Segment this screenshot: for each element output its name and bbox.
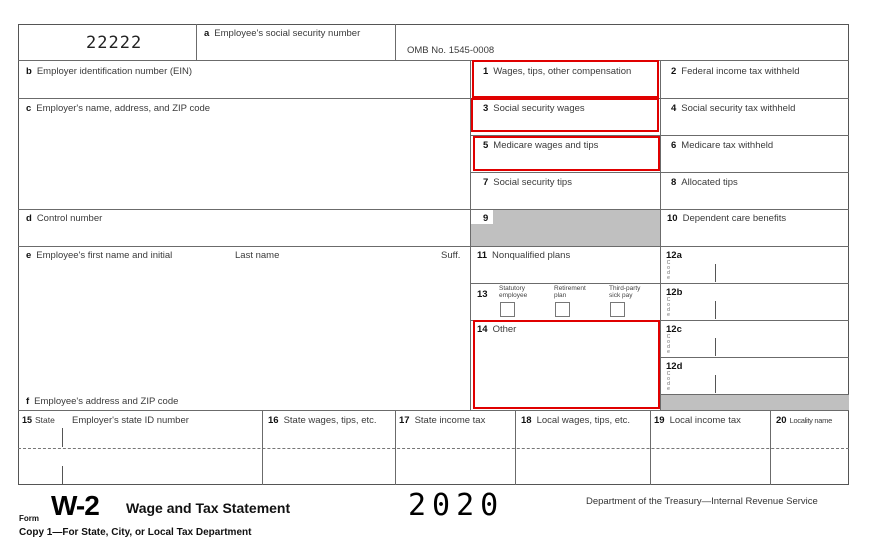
state-wages-2-input[interactable] [264, 452, 393, 482]
box-c-label: c Employer's name, address, and ZIP code [26, 103, 211, 114]
box-12c-code-input[interactable] [673, 338, 713, 355]
box-1-input[interactable] [476, 79, 654, 95]
box-9-label: 9 [483, 213, 489, 224]
divider [660, 60, 661, 410]
box-12c-code-divider [715, 338, 716, 356]
divider [395, 410, 396, 485]
suffix-label: Suff. [441, 250, 461, 261]
local-wages-1-input[interactable] [517, 429, 648, 446]
box-12a-code-input[interactable] [673, 264, 713, 281]
employee-suffix-input[interactable] [436, 264, 468, 281]
box-e-label: e Employee's first name and initial [26, 250, 173, 261]
box-12a-label: 12a [666, 250, 682, 261]
divider [770, 410, 771, 485]
box-2-input[interactable] [666, 79, 844, 95]
tax-year: 2020 [408, 488, 505, 523]
box-5-input[interactable] [476, 152, 654, 168]
divider [18, 410, 849, 411]
divider [18, 246, 849, 247]
box-12a-amount-input[interactable] [718, 264, 844, 281]
form-title: Wage and Tax Statement [126, 500, 291, 516]
box-12d-code-label: C o d e [666, 371, 671, 392]
box-15-label: 15 State [22, 415, 55, 425]
form-word: Form [19, 514, 39, 523]
divider [18, 98, 849, 99]
employer-input[interactable] [24, 116, 464, 206]
box-a-label: a Employee's social security number [204, 28, 361, 39]
box-d-label: d Control number [26, 213, 103, 224]
state-split-tick [62, 428, 63, 447]
box-12d-code-input[interactable] [673, 375, 713, 392]
box-14-input[interactable] [476, 337, 654, 405]
state-tax-2-input[interactable] [397, 452, 513, 482]
retirement-plan-label: Retirement plan [554, 285, 586, 299]
box-11-input[interactable] [476, 263, 654, 280]
state-id-1-input[interactable] [65, 429, 260, 446]
box-12d-amount-input[interactable] [718, 375, 844, 392]
box-19-label: 19 Local income tax [654, 415, 741, 426]
form-copy: Copy 1—For State, City, or Local Tax Department [19, 527, 252, 538]
form-name: W-2 [51, 490, 99, 521]
agency-name: Department of the Treasury—Internal Revenue Service [586, 496, 818, 507]
state-split-tick [62, 466, 63, 484]
box-1-label: 1 Wages, tips, other compensation [483, 66, 632, 77]
local-wages-2-input[interactable] [517, 452, 648, 482]
divider [18, 60, 849, 61]
ssn-input[interactable] [200, 42, 390, 58]
box-12b-code-label: C o d e [666, 297, 671, 318]
control-number-input[interactable] [24, 226, 464, 243]
box-10-input[interactable] [666, 226, 844, 243]
box-2-label: 2 Federal income tax withheld [671, 66, 800, 77]
box-12d-label: 12d [666, 361, 683, 372]
box-8-input[interactable] [666, 190, 844, 206]
divider [650, 410, 651, 485]
box-12c-code-label: C o d e [666, 334, 671, 355]
box-12b-amount-input[interactable] [718, 301, 844, 318]
box-12b-code-divider [715, 301, 716, 319]
box-12c-label: 12c [666, 324, 682, 335]
box-14-label: 14 Other [477, 324, 517, 335]
employee-address-input[interactable] [24, 284, 464, 392]
state-id-2-input[interactable] [65, 452, 260, 482]
retirement-plan-checkbox[interactable] [555, 302, 570, 317]
box-12d-code-divider [715, 375, 716, 393]
locality-1-input[interactable] [772, 429, 847, 446]
third-party-sick-pay-label: Third-party sick pay [609, 285, 641, 299]
box-12a-code-divider [715, 264, 716, 282]
box-12c-amount-input[interactable] [718, 338, 844, 355]
state-2-input[interactable] [20, 452, 60, 482]
box-3-input[interactable] [476, 115, 654, 130]
box-b-label: b Employer identification number (EIN) [26, 66, 193, 77]
divider [395, 24, 396, 60]
box-12a-code-label: C o d e [666, 260, 671, 281]
state-wages-1-input[interactable] [264, 429, 393, 446]
locality-2-input[interactable] [772, 452, 847, 482]
box-f-label: f Employee's address and ZIP code [26, 396, 179, 407]
state-tax-1-input[interactable] [397, 429, 513, 446]
box-13-label: 13 [477, 289, 488, 300]
divider [262, 410, 263, 485]
box-16-label: 16 State wages, tips, etc. [268, 415, 377, 426]
box-3-label: 3 Social security wages [483, 103, 585, 114]
box-5-label: 5 Medicare wages and tips [483, 140, 599, 151]
statutory-employee-label: Statutory employee [499, 285, 528, 299]
statutory-employee-checkbox[interactable] [500, 302, 515, 317]
divider [515, 410, 516, 485]
box-10-label: 10 Dependent care benefits [667, 213, 787, 224]
dashed-divider [18, 448, 849, 449]
ein-input[interactable] [24, 79, 464, 96]
box-6-input[interactable] [666, 152, 844, 168]
divider [18, 209, 849, 210]
local-tax-1-input[interactable] [652, 429, 768, 446]
employee-first-name-input[interactable] [24, 264, 224, 281]
third-party-sick-pay-checkbox[interactable] [610, 302, 625, 317]
box-8-label: 8 Allocated tips [671, 177, 738, 188]
box-15-employer-state-id-label: Employer's state ID number [72, 415, 189, 426]
box-12b-label: 12b [666, 287, 683, 298]
box-4-label: 4 Social security tax withheld [671, 103, 796, 114]
form-code: 22222 [86, 33, 143, 53]
omb-number: OMB No. 1545-0008 [407, 45, 495, 56]
shaded-area [661, 395, 849, 410]
divider [660, 357, 849, 358]
box-11-label: 11 Nonqualified plans [477, 250, 571, 261]
divider [196, 24, 197, 60]
box-9-shaded [471, 210, 660, 246]
state-1-input[interactable] [20, 429, 60, 446]
box-4-input[interactable] [666, 115, 844, 131]
box-6-label: 6 Medicare tax withheld [671, 140, 774, 151]
box-7-input[interactable] [476, 190, 654, 206]
box-7-label: 7 Social security tips [483, 177, 572, 188]
last-name-label: Last name [235, 250, 280, 261]
local-tax-2-input[interactable] [652, 452, 768, 482]
box-18-label: 18 Local wages, tips, etc. [521, 415, 631, 426]
employee-last-name-input[interactable] [232, 264, 432, 281]
box-17-label: 17 State income tax [399, 415, 486, 426]
box-12b-code-input[interactable] [673, 301, 713, 318]
box-20-label: 20 Locality name [776, 415, 832, 426]
